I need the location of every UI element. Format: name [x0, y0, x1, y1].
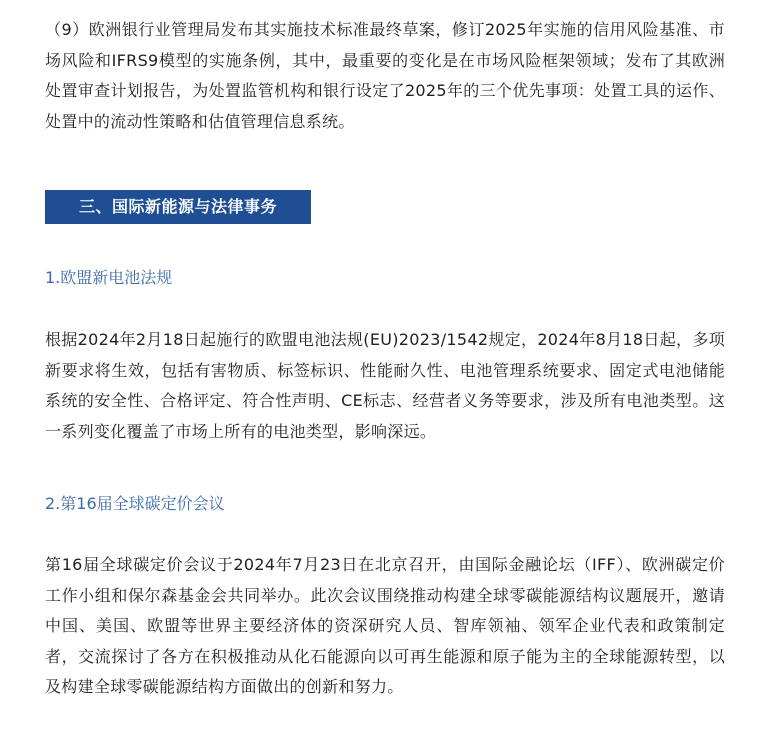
paragraph-carbon-pricing-conference: 第16届全球碳定价会议于2024年7月23日在北京召开，由国际金融论坛（IFF）、欧洲碳定价工作小组和保尔森基金会共同举办。此次会议围绕推动构建全球零碳能源结构议题展开，邀请中国、美国、欧盟等世界主要经济体的资深研究人员、智库领袖、领军企业代表和政策制定者，交流探讨了各方在积极推动从化石能源向以可再生能源和原子能为主的全球能源转型，以及构建全球零碳能源结构方面做出的创新和努力。 — [45, 555, 725, 696]
subheading-eu-battery-regulation: 1.欧盟新电池法规 — [45, 268, 173, 287]
section-banner: 三、国际新能源与法律事务 — [45, 190, 311, 224]
paragraph-eba-standards: （9）欧洲银行业管理局发布其实施技术标准最终草案，修订2025年实施的信用风险基准、市场风险和IFRS9模型的实施条例，其中，最重要的变化是在市场风险框架领域；发布了其欧洲处置审查计划报告，为处置监管机构和银行设定了2025年的三个优先事项：处置工具的运作、处置中的流动性策略和估值管理信息系统。 — [45, 20, 725, 131]
subheading-carbon-pricing-conference: 2.第16届全球碳定价会议 — [45, 494, 225, 513]
paragraph-eu-battery-regulation: 根据2024年2月18日起施行的欧盟电池法规(EU)2023/1542规定，2024年8月18日起，多项新要求将生效，包括有害物质、标签标识、性能耐久性、电池管理系统要求、固定式电池储能系统的安全性、合格评定、符合性声明、CE标志、经营者义务等要求，涉及所有电池类型。这一系列变化覆盖了市场上所有的电池类型，影响深远。 — [45, 330, 725, 441]
